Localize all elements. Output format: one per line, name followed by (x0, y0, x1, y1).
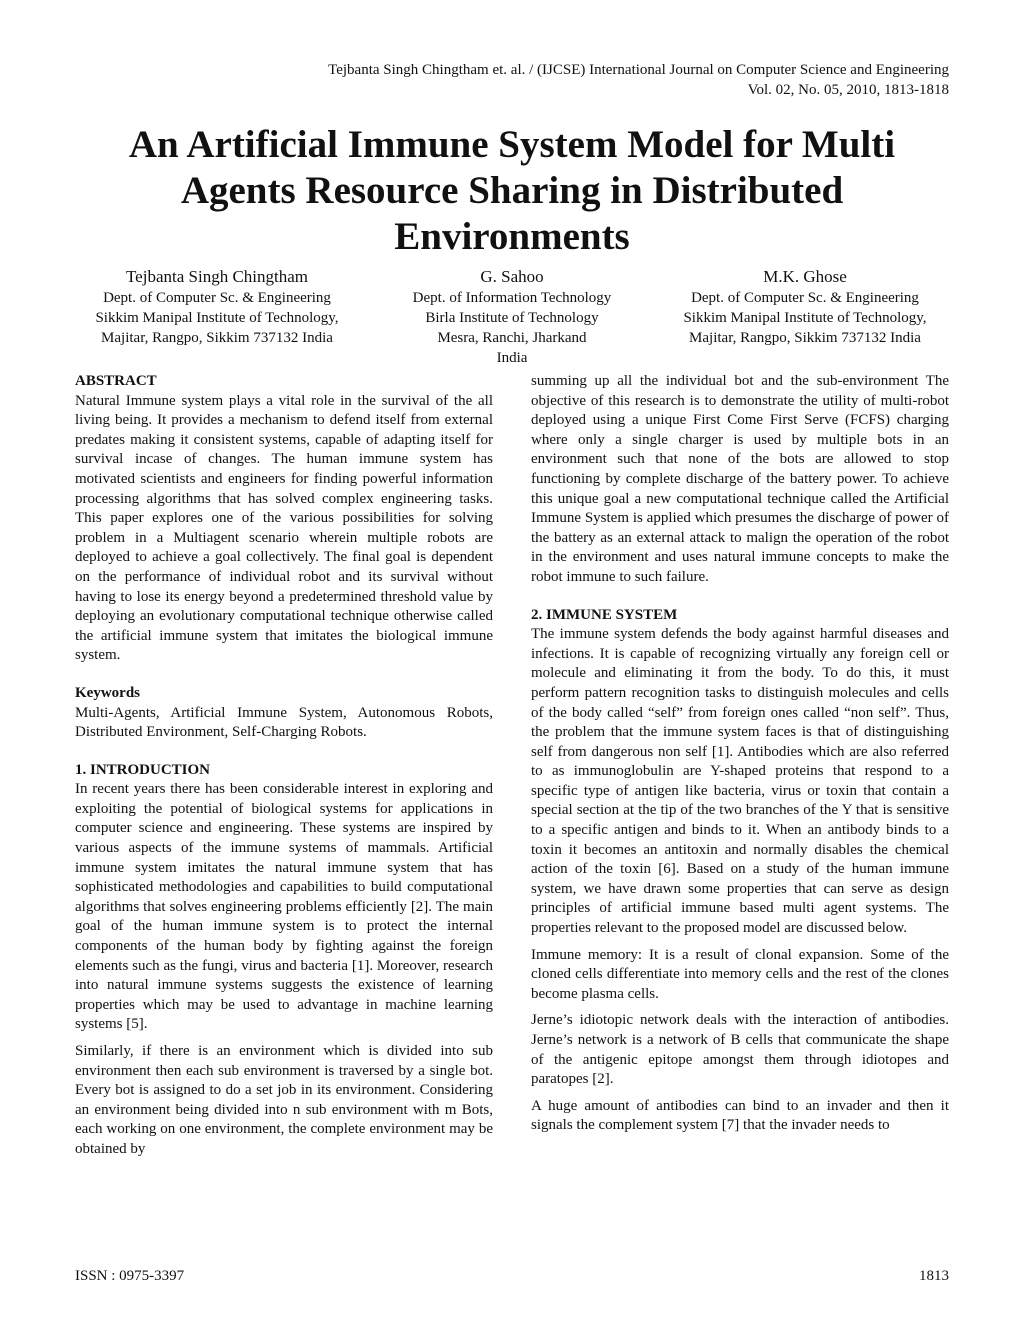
footer-issn: ISSN : 0975-3397 (75, 1268, 185, 1284)
title-line-1: An Artificial Immune System Model for Multi (128, 123, 896, 166)
title-line-3: Environments (394, 215, 630, 258)
left-column (75, 372, 493, 1160)
author-dept: Dept. of Computer Sc. & Engineering (691, 290, 919, 306)
immune-system-paragraph-1: The immune system defends the body against harmful diseases and infections. It is capable of recognizing virtually any foreign cell or molecule and eliminating it from the body. To do this, it must perform pattern recognition tasks to distinguish molecules and cells of the body called “self” from foreign ones called “non self”. Thus, the problem that the immune system faces is that of distinguishing self from dangerous non self [1]. Antibodies which are also referred to as immunoglobulin are Y-shaped proteins that respond to a specific type of antigen like bacteria, virus or toxin that contain a special section at the tip of the two branches of the Y that is sensitive to a specific antigen and binds to it. When an antibody binds to a toxin it becomes an antitoxin and normally disables the chemical action of the toxin [6]. Based on a study of the human immune system, we have drawn some properties that can serve as design principles of artificial immune based multi agent systems. The properties relevant to the proposed model are discussed below. (531, 626, 949, 937)
keywords-heading: Keywords (75, 684, 140, 701)
footer-page-number: 1813 (919, 1268, 949, 1284)
introduction-paragraph-2: Similarly, if there is an environment which is divided into sub environment then each sub environment is traversed by a single bot. Every bot is assigned to do a set job in its environment. Considering an environment being divided into n sub environment with m Bots, each working on one environment, the complete environment may be obtained by (75, 1043, 493, 1157)
title-line-2: Agents Resource Sharing in Distributed (180, 169, 844, 212)
author-address: Mesra, Ranchi, Jharkand (437, 330, 587, 346)
author-dept: Dept. of Information Technology (412, 290, 612, 306)
author-address: Majitar, Rangpo, Sikkim 737132 India (101, 330, 333, 346)
introduction-paragraph-2-continued: summing up all the individual bot and the sub-environment The objective of this research is to demonstrate the utility of multi-robot deployed using a unique First Come First Serve (FCFS) charging where only a single charger is used by multiple bots in an environment such that none of the bots are allowed to stop functioning by complete discharge of the battery power. To achieve this unique goal a new computational technique called the Artificial Immune System is applied which presumes the discharge of power of the battery as an external attack to malign the operation of the robot in the environment and uses natural immune concepts to make the robot immune to such failure. (531, 373, 949, 585)
immune-system-heading: 2. IMMUNE SYSTEM (531, 606, 678, 623)
introduction-paragraph-1: In recent years there has been considerable interest in exploring and exploiting the potential of biological systems for applications in computer science and engineering. These systems are inspired by various aspects of the immune systems of mammals. Artificial immune system imitates the natural immune system that has sophisticated methodologies and capabilities to build computational algorithms that solves engineering problems efficiently [2]. The main goal of the human immune system is to protect the internal components of the human body by fighting against the foreign elements such as the fungi, virus and bacteria [1]. Moreover, research into natural immune systems suggests the existence of learning properties which may be used to advantage in machine learning systems [5]. (75, 781, 493, 1033)
author-1 (67, 266, 367, 348)
immune-memory-paragraph: Immune memory: It is a result of clonal expansion. Some of the cloned cells differentiate into memory cells and the rest of the clones become plasma cells. (531, 946, 949, 1002)
right-column (531, 372, 949, 1136)
author-institute: Sikkim Manipal Institute of Technology, (95, 310, 339, 326)
running-head-journal: Tejbanta Singh Chingtham et. al. / (IJCSE) International Journal on Computer Science and Engineering (328, 62, 949, 78)
author-institute: Birla Institute of Technology (425, 310, 599, 326)
running-head-volume: Vol. 02, No. 05, 2010, 1813-1818 (747, 82, 949, 98)
author-institute: Sikkim Manipal Institute of Technology, (683, 310, 927, 326)
abstract-text: Natural Immune system plays a vital role in the survival of the all living being. It provides a mechanism to defend itself from external predates making it consistent systems, capable of adapting itself for survival incase of changes. The human immune system has motivated scientists and engineers for finding powerful information processing algorithms that has solved complex engineering tasks. This paper explores one of the various possibilities for solving problem in a Multiagent scenario wherein multiple robots are deployed to achieve a goal collectively. The final goal is dependent on the performance of individual robot and its survival without having to lose its energy beyond a predetermined threshold value by deploying an evolutionary computational technique otherwise called the artificial immune system that imitates the biological immune system. (75, 392, 493, 664)
author-3 (655, 266, 955, 348)
author-name: M.K. Ghose (763, 267, 847, 286)
author-name: Tejbanta Singh Chingtham (125, 267, 308, 286)
idiotopic-network-paragraph: Jerne’s idiotopic network deals with the interaction of antibodies. Jerne’s network is a network of B cells that communicate the shape of the antigenic epitope amongst them through idiotopes and paratopes [2]. (531, 1012, 949, 1088)
author-country: India (496, 350, 528, 366)
author-name: G. Sahoo (480, 267, 544, 286)
author-2 (362, 266, 662, 368)
abstract-heading: ABSTRACT (75, 373, 157, 389)
keywords-text: Multi-Agents, Artificial Immune System, Autonomous Robots, Distributed Environment, Self-Charging Robots. (75, 704, 493, 741)
complement-system-paragraph: A huge amount of antibodies can bind to an invader and then it signals the complement system [7] that the invader needs to (531, 1097, 949, 1134)
introduction-heading: 1. INTRODUCTION (75, 761, 211, 778)
running-head (69, 60, 949, 100)
paper-title (0, 122, 1024, 260)
author-dept: Dept. of Computer Sc. & Engineering (103, 290, 331, 306)
author-address: Majitar, Rangpo, Sikkim 737132 India (689, 330, 921, 346)
